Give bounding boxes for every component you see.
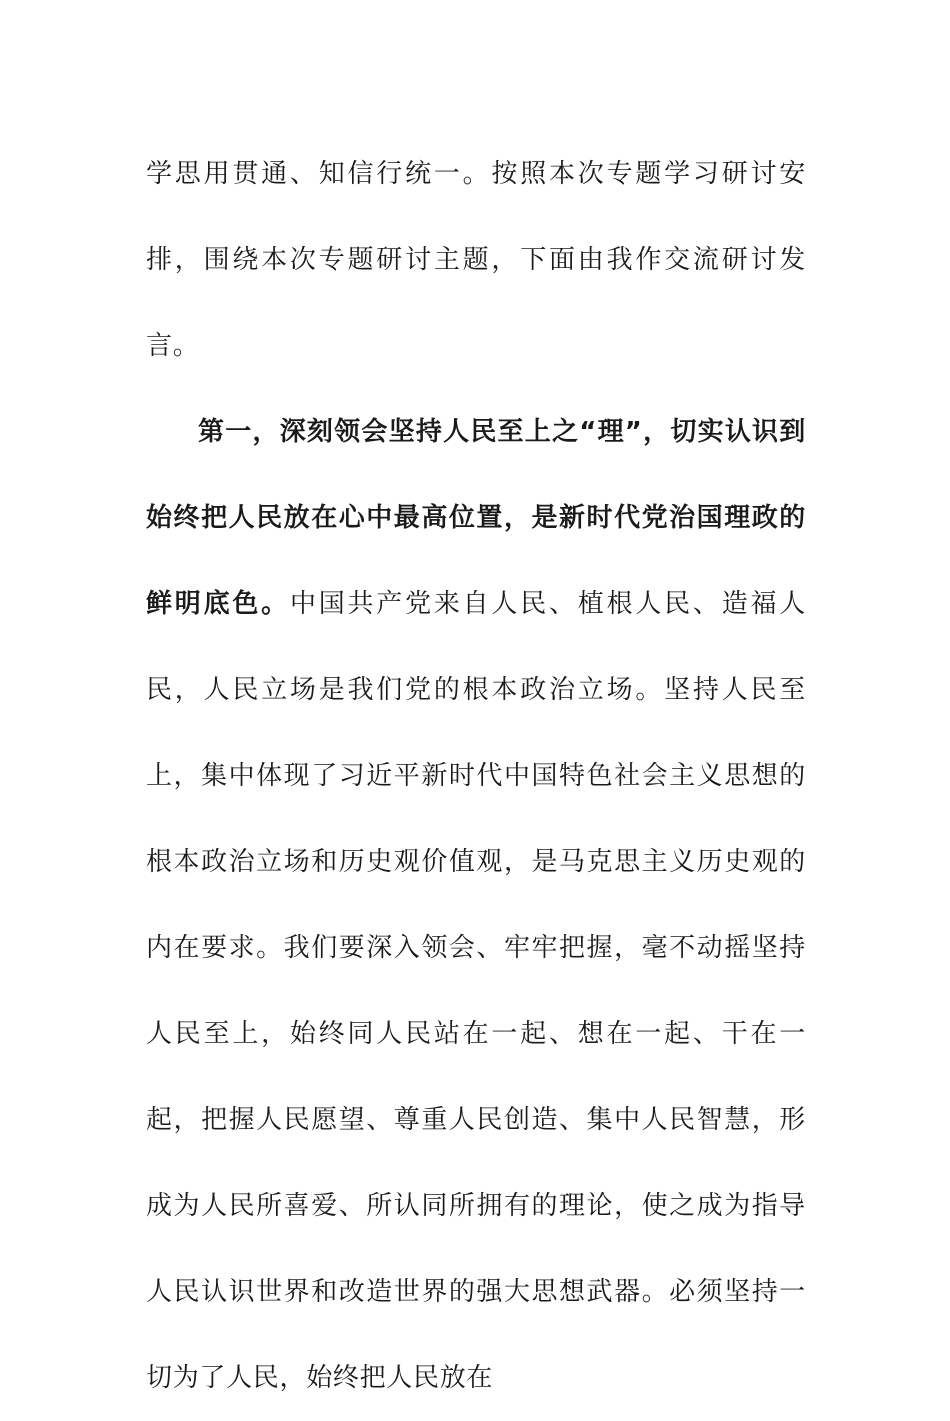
paragraph-first-point [146, 389, 806, 1421]
paragraph-heading-bold: 第一，深刻领会坚持人民至上之“理”，切实认识到始终把人民放在心中最高位置，是新时代党治国理政的鲜明底色。 [146, 417, 806, 619]
document-body [146, 131, 806, 1421]
paragraph-continuation: 学思用贯通、知信行统一。按照本次专题学习研讨安排，围绕本次专题研讨主题，下面由我作交流研讨发言。 [146, 159, 806, 361]
paragraph-body-text: 中国共产党来自人民、植根人民、造福人民，人民立场是我们党的根本政治立场。坚持人民至上，集中体现了习近平新时代中国特色社会主义思想的根本政治立场和历史观价值观，是马克思主义历史观的内在要求。我们要深入领会、牢牢把握，毫不动摇坚持人民至上，始终同人民站在一起、想在一起、干在一起，把握人民愿望、尊重人民创造、集中人民智慧，形成为人民所喜爱、所认同所拥有的理论，使之成为指导人民认识世界和改造世界的强大思想武器。必须坚持一切为了人民，始终把人民放在 [146, 589, 806, 1393]
